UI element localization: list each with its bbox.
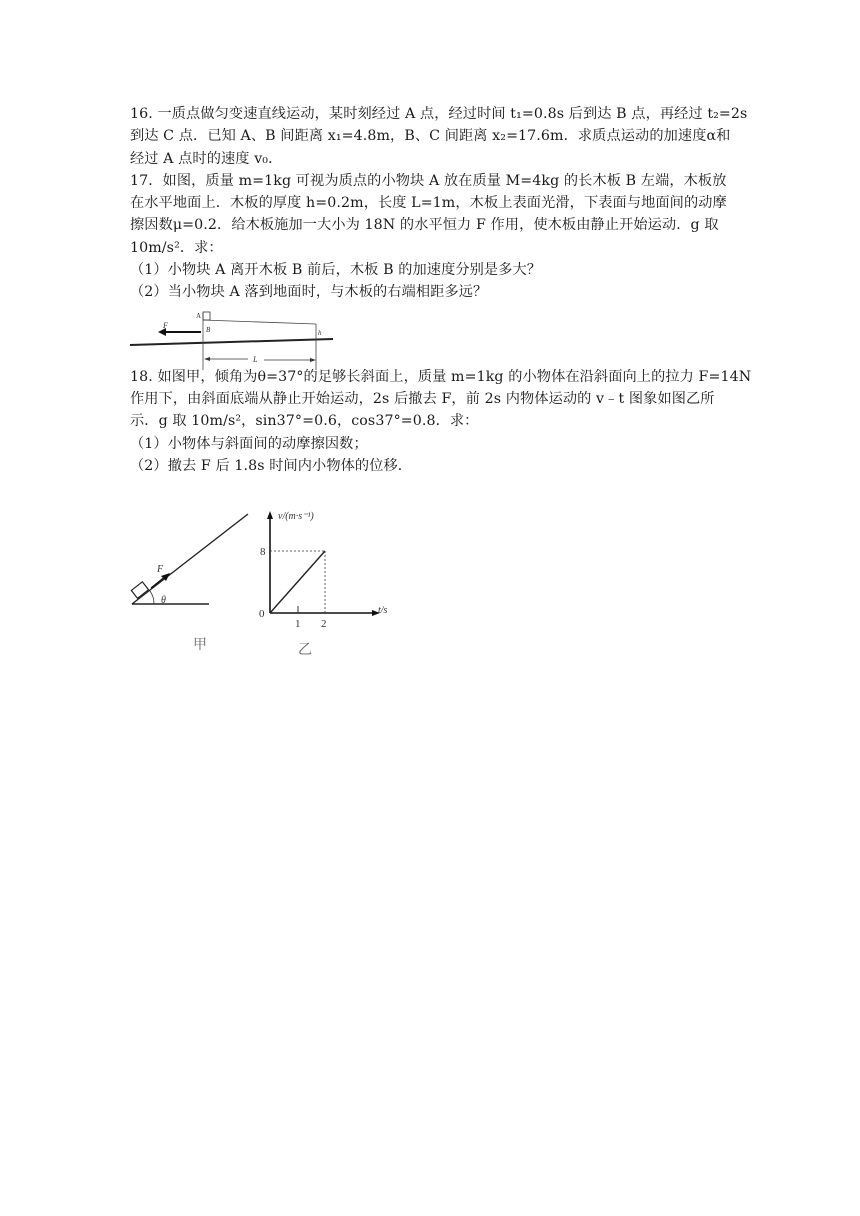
text-line: 16. 一质点做匀变速直线运动，某时刻经过 A 点，经过时间 t₁=0.8s 后到达 B 点，再经过 t₂=2s (130, 106, 748, 122)
text-line: 作用下，由斜面底端从静止开始运动，2s 后撤去 F，前 2s 内物体运动的 v﹣t 图象如图乙所 (130, 390, 715, 407)
label-h: h (318, 329, 322, 337)
block-a (203, 312, 210, 320)
x-tick-label-1: 1 (295, 618, 301, 630)
text-line: 在水平地面上．木板的厚度 h=0.2m，长度 L=1m，木板上表面光滑，下表面与地面间的动摩 (130, 195, 727, 212)
dimension-arrow-left (204, 357, 210, 361)
incline-line (132, 514, 248, 604)
text-line: （2）撤去 F 后 1.8s 时间内小物体的位移． (130, 457, 413, 474)
label-theta: θ (161, 595, 166, 606)
caption-jia: 甲 (193, 638, 207, 653)
caption-yi: 乙 (298, 643, 312, 658)
ground-line (130, 339, 333, 345)
x-tick-label-2: 2 (321, 618, 327, 630)
text-line: （1）小物块 A 离开木板 B 前后，木板 B 的加速度分别是多大？ (130, 262, 542, 279)
text-line: 17．如图，质量 m=1kg 可视为质点的小物块 A 放在质量 M=4kg 的长木板 B 左端，木板放 (130, 172, 727, 189)
text-line: 18. 如图甲，倾角为θ=37°的足够长斜面上，质量 m=1kg 的小物体在沿斜面向上的拉力 F=14N (130, 368, 752, 385)
y-axis-arrow (267, 511, 273, 519)
text-line: （1）小物体与斜面间的动摩擦因数； (130, 435, 368, 452)
text-line: 到达 C 点．已知 A、B 间距离 x₁=4.8m，B、C 间距离 x₂=17.6m．求质点运动的加速度α和 (130, 128, 731, 145)
text-line: （2）当小物块 A 落到地面时，与木板的右端相距多远？ (130, 284, 488, 301)
board-top-edge (203, 320, 316, 324)
text-line: 经过 A 点时的速度 v₀． (130, 150, 283, 167)
angle-arc (150, 591, 154, 604)
y-axis-label: v/(m·s⁻¹) (278, 511, 314, 522)
x-axis-label: t/s (378, 605, 388, 616)
problem-16 (130, 103, 748, 170)
y-tick-label: 8 (260, 546, 266, 558)
origin-label: 0 (259, 608, 265, 620)
text-line: 10m/s²．求： (130, 239, 223, 256)
text-line: 擦因数μ=0.2．给木板施加一大小为 18N 的水平恒力 F 作用，使木板由静止开始运动．g 取 (130, 217, 719, 234)
incline-figure (130, 508, 250, 658)
label-f: F (163, 321, 168, 330)
vt-graph-figure (252, 503, 412, 658)
small-block (131, 582, 148, 598)
label-a: A (196, 312, 202, 320)
dimension-arrow-right (310, 358, 316, 362)
label-l: L (253, 355, 258, 364)
problem-18 (130, 366, 752, 477)
problem-text (130, 103, 752, 477)
board-block-figure (130, 308, 335, 374)
label-f: F (157, 564, 164, 575)
text-line: 示．g 取 10m/s²，sin37°=0.6，cos37°=0.8．求： (130, 413, 479, 430)
vt-line (270, 551, 325, 613)
label-b: B (206, 326, 211, 334)
